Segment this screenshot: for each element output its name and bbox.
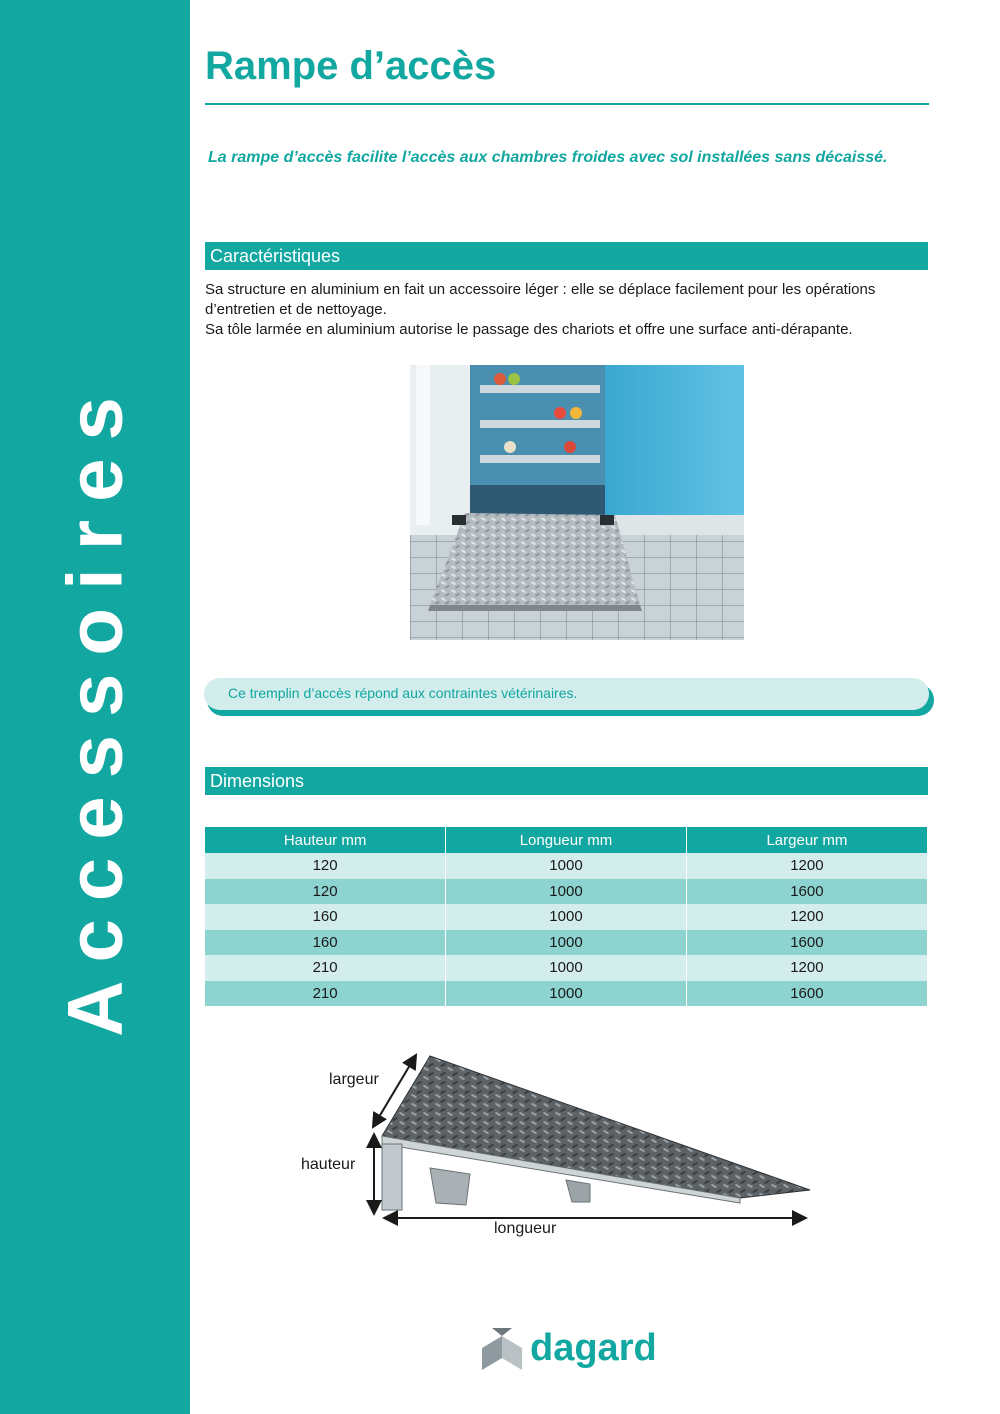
table-row [205, 955, 927, 981]
ramp-photo [410, 365, 744, 640]
table-row [205, 879, 927, 905]
table-cell: 1600 [686, 981, 927, 1007]
table-cell: 1600 [686, 879, 927, 905]
table-cell: 120 [205, 853, 446, 879]
section-heading-dimensions: Dimensions [205, 767, 928, 795]
table-cell: 1200 [686, 853, 927, 879]
table-cell: 1000 [446, 879, 687, 905]
table-cell: 210 [205, 981, 446, 1007]
column-header-length: Longueur mm [446, 827, 687, 853]
table-cell: 1000 [446, 981, 687, 1007]
section-heading-characteristics: Caractéristiques [205, 242, 928, 270]
table-cell: 1200 [686, 955, 927, 981]
table-row [205, 853, 927, 879]
sidebar-label: Accessoires [50, 379, 139, 1037]
characteristics-paragraph-1: Sa structure en aluminium en fait un accessoire léger : elle se déplace facilement pour les opérations d’entretien et de nettoyage. [205, 281, 876, 318]
table-row [205, 981, 927, 1007]
column-header-height: Hauteur mm [205, 827, 446, 853]
table-cell: 160 [205, 904, 446, 930]
table-cell: 160 [205, 930, 446, 956]
dimensions-table [205, 827, 927, 1006]
table-cell: 1000 [446, 955, 687, 981]
table-cell: 1000 [446, 904, 687, 930]
title-divider [205, 103, 929, 105]
table-cell: 1000 [446, 930, 687, 956]
table-cell: 1000 [446, 853, 687, 879]
column-header-width: Largeur mm [686, 827, 927, 853]
callout-note: Ce tremplin d’accès répond aux contraintes vétérinaires. [204, 678, 929, 710]
table-cell: 210 [205, 955, 446, 981]
logo-text: dagard [530, 1327, 657, 1369]
label-largeur: largeur [329, 1071, 379, 1088]
table-row [205, 930, 927, 956]
intro-text: La rampe d’accès facilite l’accès aux chambres froides avec sol installées sans décaissé. [208, 149, 888, 166]
ramp-diagram [290, 1040, 820, 1250]
table-row [205, 904, 927, 930]
table-header-row [205, 827, 927, 853]
label-hauteur: hauteur [301, 1156, 356, 1173]
characteristics-text [205, 280, 931, 340]
table-cell: 120 [205, 879, 446, 905]
characteristics-paragraph-2: Sa tôle larmée en aluminium autorise le passage des chariots et offre une surface anti-dérapante. [205, 321, 853, 338]
logo-mark-icon [478, 1328, 528, 1372]
label-longueur: longueur [494, 1220, 557, 1237]
page-title: Rampe d’accès [205, 44, 497, 88]
table-cell: 1200 [686, 904, 927, 930]
table-cell: 1600 [686, 930, 927, 956]
sidebar [0, 0, 190, 1414]
